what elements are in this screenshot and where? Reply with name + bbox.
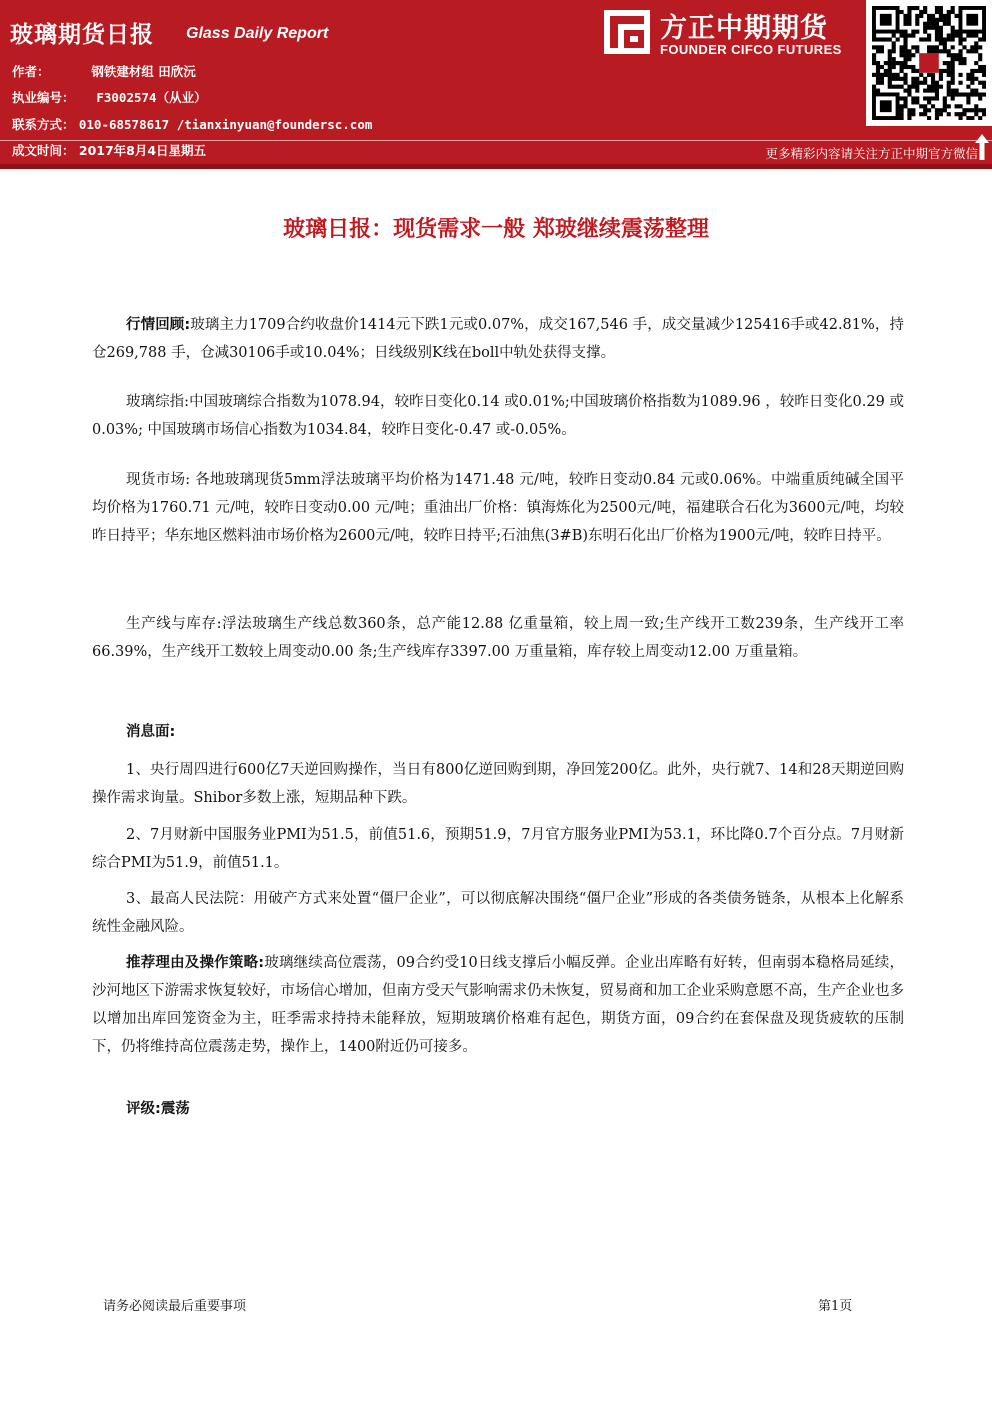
qr-code-icon [872, 6, 986, 120]
market-review-text: 玻璃主力1709合约收盘价1414元下跌1元或0.07%，成交167,546 手，成交量减少125416手或42.81%，持仓269,788 手，仓减30106手或10.04%；日线级别K线在boll中轨处获得支撑。 [92, 317, 904, 361]
author-value: 钢铁建材组 田欣沅 [91, 64, 196, 79]
rating-row [126, 1097, 190, 1118]
news-item-3: 3、最高人民法院：用破产方式来处置“僵尸企业”，可以彻底解决围绕“僵尸企业”形成的各类债务链条，从根本上化解系统性金融风险。 [92, 891, 904, 935]
arrow-up-icon [975, 134, 989, 160]
news-item-1: 1、央行周四进行600亿7天逆回购操作，当日有800亿逆回购到期，净回笼200亿。此外，央行就7、14和28天期逆回购操作需求询量。Shibor多数上涨，短期品种下跌。 [92, 762, 904, 806]
rating-value: 震荡 [160, 1101, 190, 1117]
glass-index-paragraph: 玻璃综指:中国玻璃综合指数为1078.94，较昨日变化0.14 或0.01%;中国玻璃价格指数为1089.96 ，较昨日变化0.29 或0.03%; 中国玻璃市场信心指数为1034.84，较昨日变化-0.47 或-0.05%。 [92, 394, 904, 438]
market-review-paragraph [92, 311, 904, 367]
market-review-lead: 行情回顾: [126, 317, 191, 333]
news-item-2: 2、7月财新中国服务业PMI为51.5，前值51.6，预期51.9，7月官方服务业PMI为53.1，环比降0.7个百分点。7月财新综合PMI为51.9，前值51.1。 [92, 827, 904, 871]
wechat-qr-code[interactable] [866, 0, 992, 126]
date-value: 2017年8月4日星期五 [78, 143, 207, 158]
report-header [0, 0, 992, 164]
contact-value: 010-68578617 /tianxinyuan@foundersc.com [78, 117, 373, 132]
footer-notice: 请务必阅读最后重要事项 [103, 1299, 247, 1314]
production-inventory-paragraph: 生产线与库存:浮法玻璃生产线总数360条，总产能12.88 亿重量箱，较上周一致;生产线开工数239条，生产线开工率66.39%，生产线开工数较上周变动0.00 条;生产线库存3397.00 万重量箱，库存较上周变动12.00 万重量箱。 [92, 616, 904, 660]
rating-label: 评级: [126, 1101, 161, 1117]
report-title-en: Glass Daily Report [186, 25, 329, 42]
founder-logo-icon [604, 10, 650, 54]
company-name-en: FOUNDER CIFCO FUTURES [660, 42, 842, 57]
news-heading: 消息面: [126, 724, 176, 740]
author-label: 作者： [12, 64, 50, 79]
license-row [12, 88, 207, 106]
strategy-text: 玻璃继续高位震荡，09合约受10日线支撑后小幅反弹。企业出库略有好转，但南弱本稳格局延续，沙河地区下游需求恢复较好，市场信心增加，但南方受天气影响需求仍未恢复，贸易商和加工企业采购意愿不高，生产企业也多以增加出库回笼资金为主，旺季需求持持未能释放，短期玻璃价格难有起色，期货方面，09合约在套保盘及现货疲软的压制下，仍将维持高位震荡走势，操作上，1400附近仍可接多。 [92, 955, 904, 1055]
header-divider [0, 140, 992, 141]
license-label: 执业编号： [12, 90, 75, 105]
company-name-zh: 方正中期期货 [660, 13, 828, 44]
strategy-lead: 推荐理由及操作策略: [126, 955, 265, 971]
date-label: 成文时间： [12, 143, 75, 158]
contact-label: 联系方式： [12, 117, 75, 132]
author-row [12, 62, 196, 80]
strategy-paragraph [92, 949, 904, 1061]
date-row [12, 141, 206, 159]
document-title: 玻璃日报：现货需求一般 郑玻继续震荡整理 [283, 217, 709, 242]
report-title-zh: 玻璃期货日报 [10, 22, 154, 48]
follow-wechat-note: 更多精彩内容请关注方正中期官方微信 [765, 146, 978, 161]
contact-row [12, 115, 372, 133]
spot-market-paragraph: 现货市场: 各地玻璃现货5mm浮法玻璃平均价格为1471.48 元/吨，较昨日变动0.84 元或0.06%。中端重质纯碱全国平均价格为1760.71 元/吨，较昨日变动0.00 元/吨；重油出厂价格：镇海炼化为2500元/吨，福建联合石化为3600元/吨，均较昨日持平；华东地区燃料油市场价格为2600元/吨，较昨日持平;石油焦(3#B)东明石化出厂价格为1900元/吨，较昨日持平。 [92, 472, 904, 544]
header-bottom-band [0, 164, 992, 169]
license-value: F3002574（从业） [96, 90, 207, 105]
page-number: 第1页 [818, 1299, 853, 1314]
